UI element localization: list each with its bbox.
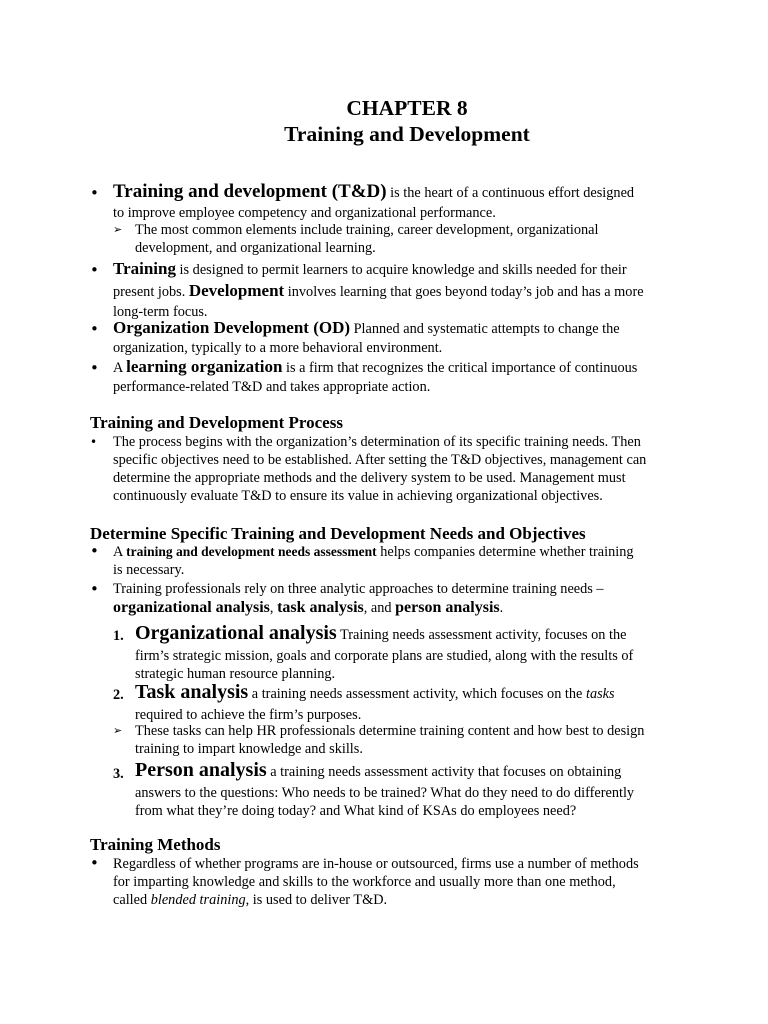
chapter-label: CHAPTER 8 (346, 96, 468, 120)
intro-item-td: Training and development (T&D) is the heart of a continuous effort designed to improve employee competency and organizational performance. (113, 181, 635, 221)
process-paragraph: The process begins with the organization’s determination of its specific training needs. Then specific objectives need to be established. After setting the T&D objectives, management can determine the appropriate methods and the delivery system to be used. Management must continuously evaluate T&D to ensure its value in achieving organizational objectives. (113, 434, 647, 504)
section-heading-methods: Training Methods (90, 835, 221, 854)
bullet-icon: • (90, 435, 98, 449)
list-number: 2. (113, 687, 124, 703)
analytic-approaches-item: Training professionals rely on three analytic approaches to determine training needs – organizational analysis, task analysis, and person analysis. (113, 581, 604, 616)
section-heading-process: Training and Development Process (90, 413, 343, 432)
bullet-icon: • (90, 184, 99, 202)
bullet-icon: • (90, 261, 99, 279)
intro-subitem-elements: The most common elements include training, career development, organizational development, and organizational learning. (135, 222, 599, 256)
numbered-item-person-analysis: Person analysis a training needs assessment activity that focuses on obtaining answers to the questions: Who needs to be trained? What do they need to do differently from what they’re doing today? and What kind of KSAs do employees need? (135, 759, 635, 819)
intro-item-learning-org: A learning organization is a firm that recognizes the critical importance of continuous performance-related T&D and takes appropriate action. (113, 357, 638, 395)
section-heading-needs: Determine Specific Training and Development Needs and Objectives (90, 524, 586, 543)
arrow-bullet-icon: ➢ (113, 223, 123, 236)
bullet-icon: • (90, 854, 99, 872)
list-number: 1. (113, 628, 124, 644)
intro-item-od: Organization Development (OD) Planned and systematic attempts to change the organization, typically to a more behavioral environment. (113, 318, 620, 356)
numbered-item-task-analysis: Task analysis a training needs assessment activity, which focuses on the tasks required to achieve the firm’s purposes. (135, 681, 615, 723)
methods-paragraph: Regardless of whether programs are in-house or outsourced, firms use a number of methods for imparting knowledge and skills to the workforce and usually more than one method, called blended training, is used to deliver T&D. (113, 856, 639, 908)
needs-assessment-item: A training and development needs assessment helps companies determine whether training is necessary. (113, 544, 634, 578)
list-number: 3. (113, 766, 124, 782)
task-analysis-subitem: These tasks can help HR professionals determine training content and how best to design training to impart knowledge and skills. (135, 723, 645, 757)
page-title: Training and Development (284, 122, 530, 146)
arrow-bullet-icon: ➢ (113, 724, 123, 737)
intro-item-training: Training is designed to permit learners to acquire knowledge and skills needed for their present jobs. Development involves learning that goes beyond today’s job and has a more long-term focus. (113, 259, 644, 320)
bullet-icon: • (90, 580, 99, 598)
numbered-item-organizational-analysis: Organizational analysis Training needs assessment activity, focuses on the firm’s strategic mission, goals and corporate plans are studied, along with the results of strategic human resource planning. (135, 622, 634, 682)
bullet-icon: • (90, 359, 99, 377)
bullet-icon: • (90, 542, 99, 560)
bullet-icon: • (90, 320, 99, 338)
